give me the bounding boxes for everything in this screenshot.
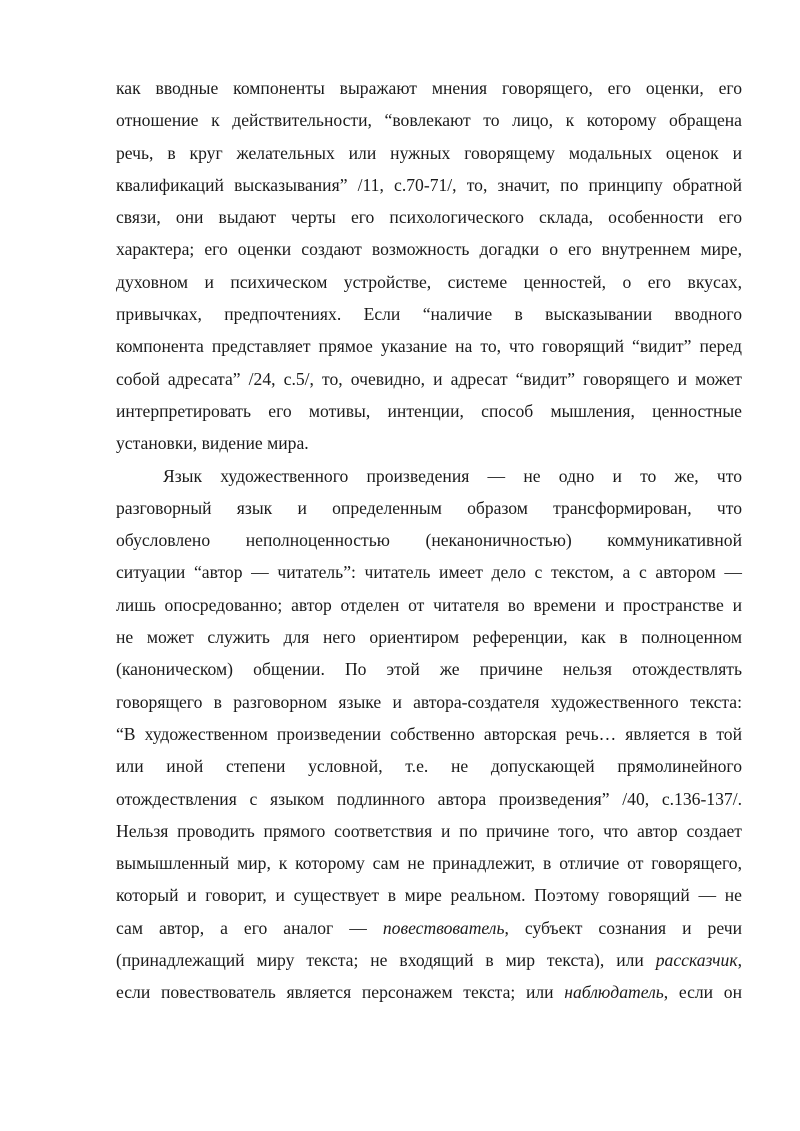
text-fragment: ,: [737, 950, 742, 971]
text-line: разговорный язык и определенным образом трансформирован, что: [116, 497, 742, 518]
body-text: [116, 72, 742, 1009]
text-line: [116, 976, 742, 1008]
italic-term: наблюдатель: [564, 982, 664, 1003]
text-line: (каноническом) общении. По этой же причине нельзя отождествлять: [116, 659, 742, 680]
text-line: который и говорит, и существует в мире реальном. Поэтому говорящий — не: [116, 885, 742, 906]
text-line: привычках, предпочтениях. Если “наличие в высказывании вводного: [116, 304, 742, 325]
text-fragment: , если он: [663, 982, 742, 1003]
text-line: лишь опосредованно; автор отделен от читателя во времени и пространстве и: [116, 594, 742, 615]
text-line: вымышленный мир, к которому сам не принадлежит, в отличие от говорящего,: [116, 853, 742, 874]
text-line: компонента представляет прямое указание на то, что говорящий “видит” перед: [116, 336, 742, 357]
text-fragment: если повествователь является персонажем текста; или: [116, 982, 565, 1003]
text-line: духовном и психическом устройстве, системе ценностей, о его вкусах,: [116, 271, 742, 292]
text-line: или иной степени условной, т.е. не допускающей прямолинейного: [116, 756, 742, 777]
text-line: [116, 912, 742, 944]
text-line: обусловлено неполноценностью (неканоничностью) коммуникативной: [116, 530, 742, 551]
text-line: “В художественном произведении собственно авторская речь… является в той: [116, 723, 742, 744]
text-line: Нельзя проводить прямого соответствия и по причине того, что автор создает: [116, 820, 742, 841]
text-line: ситуации “автор — читатель”: читатель имеет дело с текстом, а с автором —: [116, 562, 742, 583]
text-line: установки, видение мира.: [116, 433, 309, 454]
text-fragment: сам автор, а его аналог —: [116, 917, 383, 938]
text-fragment: , субъект сознания и речи: [504, 917, 742, 938]
text-line: квалификаций высказывания” /11, с.70-71/, то, значит, по принципу обратной: [116, 174, 742, 195]
text-line: отождествления с языком подлинного автора произведения” /40, с.136-137/.: [116, 788, 742, 809]
text-line: отношение к действительности, “вовлекают то лицо, к которому обращена: [116, 110, 742, 131]
text-line: интерпретировать его мотивы, интенции, способ мышления, ценностные: [116, 400, 742, 421]
text-line: Язык художественного произведения — не одно и то же, что: [163, 465, 742, 486]
text-line: характера; его оценки создают возможность догадки о его внутреннем мире,: [116, 239, 742, 260]
text-line: как вводные компоненты выражают мнения говорящего, его оценки, его: [116, 78, 742, 98]
italic-term: рассказчик: [655, 950, 738, 971]
text-line: не может служить для него ориентиром референции, как в полноценном: [116, 627, 742, 648]
paragraph-1: [116, 72, 742, 460]
text-line: [116, 944, 742, 976]
text-line: связи, они выдают черты его психологического склада, особенности его: [116, 207, 742, 228]
text-line: говорящего в разговорном языке и автора-создателя художественного текста:: [116, 691, 742, 712]
italic-term: повествователь: [382, 917, 505, 938]
text-fragment: (принадлежащий миру текста; не входящий в мир текста), или: [116, 950, 656, 971]
text-line: речь, в круг желательных или нужных говорящему модальных оценок и: [116, 142, 742, 163]
paragraph-2: [116, 460, 742, 1009]
text-line: собой адресата” /24, с.5/, то, очевидно, и адресат “видит” говорящего и может: [116, 368, 742, 389]
